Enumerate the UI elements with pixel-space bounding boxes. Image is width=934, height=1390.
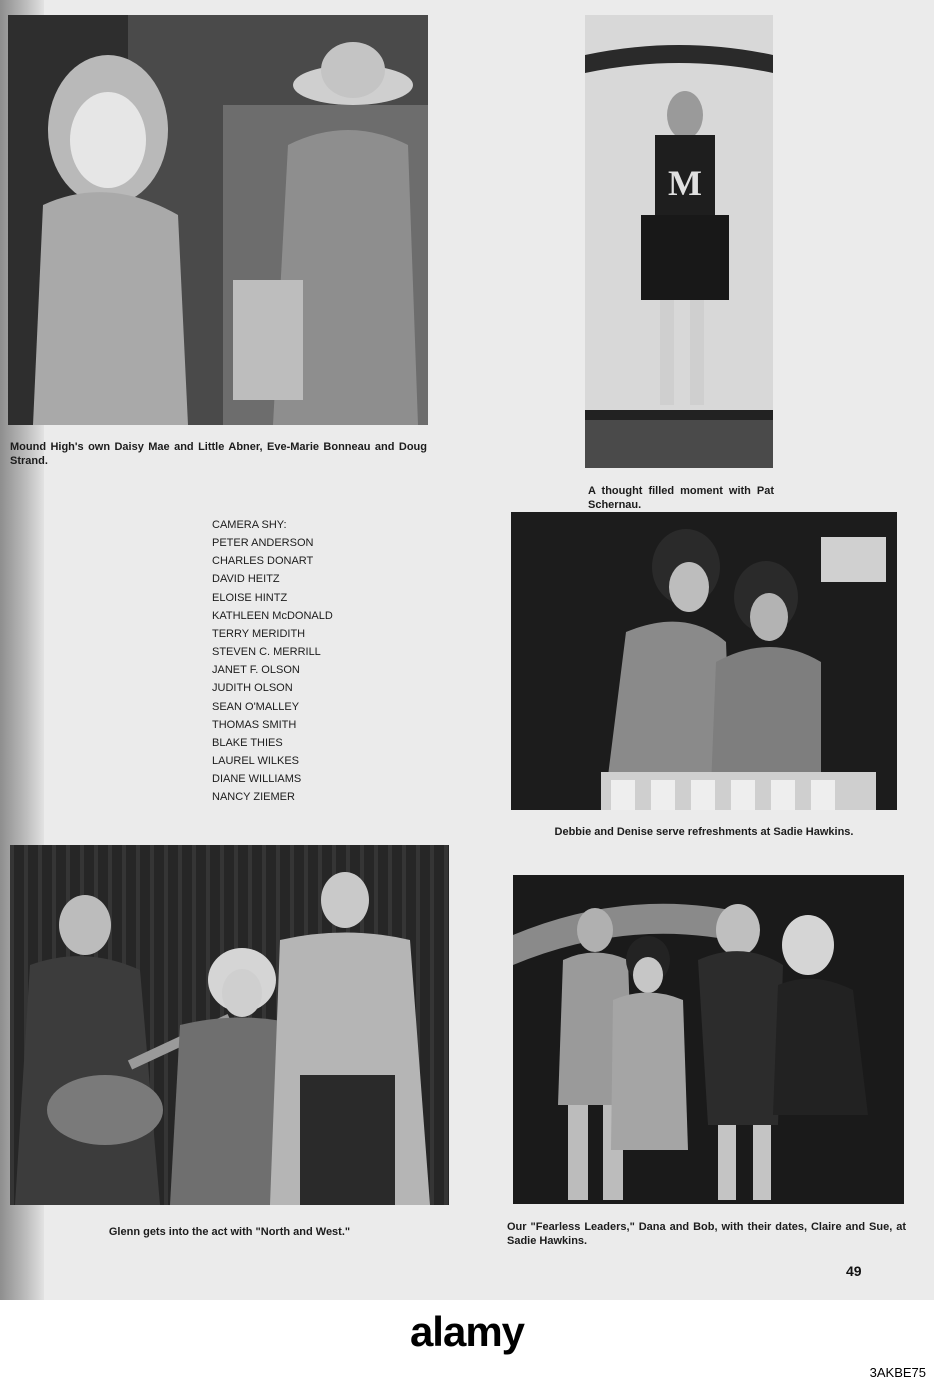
list-item: PETER ANDERSON — [212, 537, 314, 550]
page-number: 49 — [846, 1263, 862, 1279]
list-item: JANET F. OLSON — [212, 664, 300, 677]
photo-daisy-mae — [8, 15, 428, 425]
photo-debbie-denise — [511, 512, 897, 810]
photo-icon — [8, 15, 428, 425]
camera-shy-list — [212, 516, 333, 807]
photo-glenn — [10, 845, 449, 1205]
list-item: JUDITH OLSON — [212, 682, 293, 695]
list-item: DAVID HEITZ — [212, 573, 280, 586]
list-item: DIANE WILLIAMS — [212, 773, 302, 786]
photo-fearless-leaders — [513, 875, 904, 1204]
list-item: CHARLES DONART — [212, 555, 314, 568]
list-item: STEVEN C. MERRILL — [212, 646, 321, 659]
caption-debbie-denise: Debbie and Denise serve refreshments at Sadie Hawkins. — [554, 826, 854, 838]
photo-icon — [511, 512, 897, 810]
photo-icon — [513, 875, 904, 1204]
list-item: SEAN O'MALLEY — [212, 700, 300, 713]
photo-icon — [585, 15, 773, 468]
camera-shy-heading: CAMERA SHY: — [212, 519, 287, 531]
watermark-image-id: 3AKBE75 — [869, 1365, 926, 1380]
list-item: TERRY MERIDITH — [212, 627, 306, 640]
list-item: BLAKE THIES — [212, 736, 283, 749]
caption-pat-schernau: A thought filled moment with Pat Schernau. — [588, 485, 774, 511]
svg-text:M: M — [668, 163, 702, 203]
watermark-strip — [0, 1300, 934, 1390]
list-item: LAUREL WILKES — [212, 755, 300, 768]
photo-pat-schernau — [585, 15, 773, 468]
caption-glenn: Glenn gets into the act with "North and West." — [108, 1226, 351, 1238]
photo-icon — [10, 845, 449, 1205]
list-item: NANCY ZIEMER — [212, 791, 295, 804]
list-item: ELOISE HINTZ — [212, 591, 288, 604]
caption-fearless-leaders: Our "Fearless Leaders," Dana and Bob, with their dates, Claire and Sue, at Sadie Hawkins. — [507, 1221, 906, 1247]
caption-daisy-mae: Mound High's own Daisy Mae and Little Abner, Eve-Marie Bonneau and Doug Strand. — [10, 441, 427, 467]
watermark-logo: alamy — [409, 1308, 525, 1355]
list-item: THOMAS SMITH — [212, 718, 297, 731]
list-item: KATHLEEN McDONALD — [212, 609, 333, 622]
